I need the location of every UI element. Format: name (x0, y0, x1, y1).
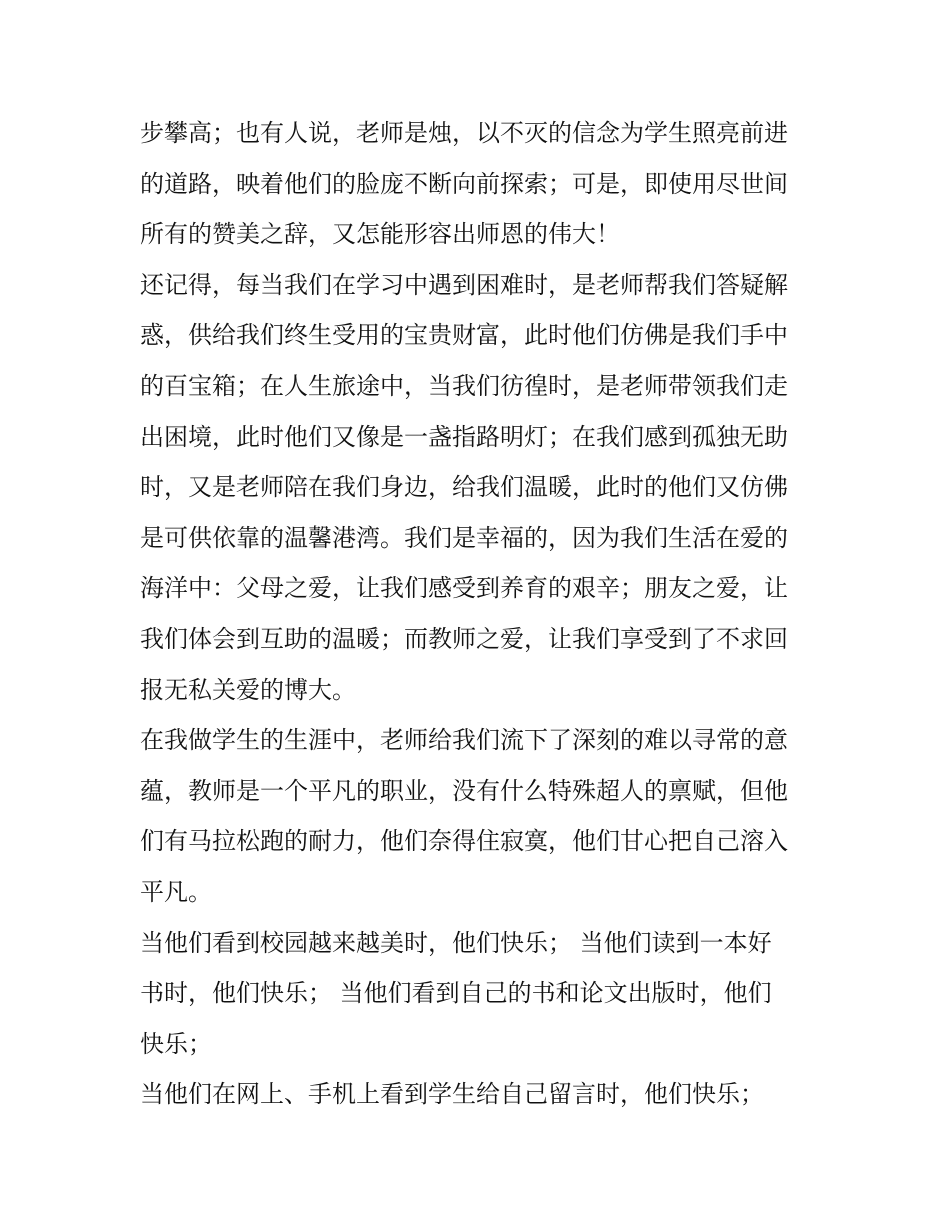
text-line: 我们体会到互助的温暖；而教师之爱，让我们享受到了不求回 (140, 624, 788, 653)
text-line: 们有马拉松跑的耐力，他们奈得住寂寞，他们甘心把自己溶入 (140, 827, 788, 856)
text-line: 的道路，映着他们的脸庞不断向前探索；可是，即使用尽世间 (140, 169, 788, 198)
text-line: 快乐； (140, 1029, 212, 1058)
text-line: 平凡。 (140, 877, 212, 906)
paragraph-1 (140, 108, 812, 260)
text-line: 当他们在网上、手机上看到学生给自己留言时，他们快乐； (140, 1080, 764, 1109)
text-line: 出困境，此时他们又像是一盏指路明灯；在我们感到孤独无助 (140, 422, 788, 451)
paragraph-5 (140, 1069, 812, 1120)
text-line: 是可供依靠的温馨港湾。我们是幸福的，因为我们生活在爱的 (140, 523, 788, 552)
text-line: 海洋中：父母之爱，让我们感受到养育的艰辛；朋友之爱，让 (140, 574, 788, 603)
paragraph-4 (140, 918, 812, 1070)
text-line: 所有的赞美之辞，又怎能形容出师恩的伟大！ (140, 220, 620, 249)
text-line: 报无私关爱的博大。 (140, 675, 356, 704)
text-line: 步攀高；也有人说，老师是烛，以不灭的信念为学生照亮前进 (140, 119, 788, 147)
paragraph-3 (140, 715, 812, 917)
text-line: 的百宝箱；在人生旅途中，当我们彷徨时，是老师带领我们走 (140, 371, 788, 400)
paragraph-2 (140, 260, 812, 715)
text-line: 惑，供给我们终生受用的宝贵财富，此时他们仿佛是我们手中 (140, 321, 788, 350)
document-body (140, 108, 812, 1120)
text-line: 时，又是老师陪在我们身边，给我们温暖，此时的他们又仿佛 (140, 473, 788, 502)
text-line: 当他们看到校园越来越美时，他们快乐； 当他们读到一本好 (140, 928, 772, 957)
text-line: 还记得，每当我们在学习中遇到困难时，是老师帮我们答疑解 (140, 270, 788, 299)
text-line: 书时，他们快乐； 当他们看到自己的书和论文出版时，他们 (140, 979, 772, 1008)
text-line: 蕴，教师是一个平凡的职业，没有什么特殊超人的禀赋，但他 (140, 776, 788, 805)
text-line: 在我做学生的生涯中，老师给我们流下了深刻的难以寻常的意 (140, 726, 788, 755)
